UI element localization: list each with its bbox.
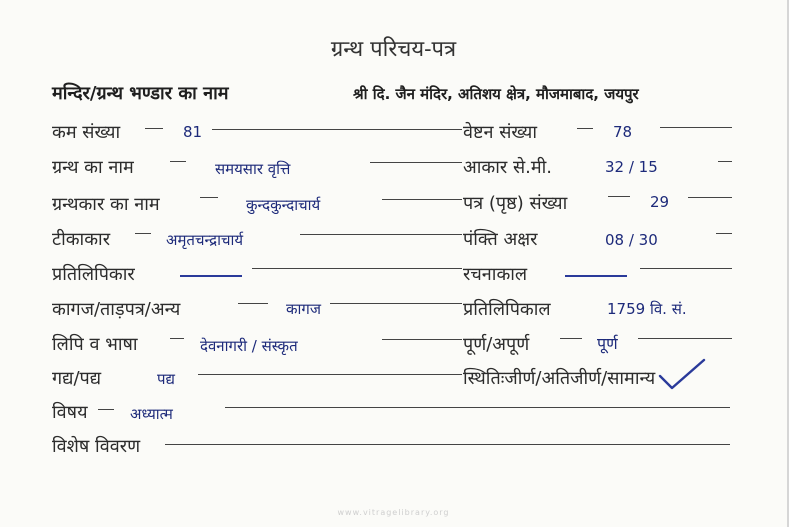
book-name-value: समयसार वृत्ति [215,160,291,178]
field-line [638,338,732,339]
prose-verse-value: पद्य [157,370,175,388]
card-title: ग्रन्थ परिचय-पत्र [330,37,457,62]
temple-value: श्री दि. जैन मंदिर, अतिशय क्षेत्र, मौजमाबाद, जयपुर [353,85,639,103]
field-line [165,444,730,445]
checkmark-icon [658,358,708,392]
leaves-count-label: पत्र (पृष्ठ) संख्या [463,193,568,214]
field-line [330,303,462,304]
field-line [718,161,732,162]
condition-label: स्थितिःजीर्ण/अतिजीर्ण/सामान्य [463,368,656,389]
completeness-label: पूर्ण/अपूर्ण [463,334,530,355]
field-line [212,129,462,130]
composition-period-label: रचनाकाल [463,264,528,285]
footer-watermark: www.vitragelibrary.org [337,508,450,517]
serial-number-value: 81 [183,123,203,141]
field-line [660,127,732,128]
material-value: कागज [286,300,321,318]
commentator-value: अमृतचन्द्राचार्य [166,231,244,249]
field-line [608,196,630,197]
field-line [640,268,732,269]
commentator-label: टीकाकार [52,229,111,250]
copyist-label: प्रतिलिपिकार [52,264,135,285]
field-line [170,161,186,162]
wrapper-number-value: 78 [613,123,633,141]
field-line [577,128,593,129]
size-value: 32 / 15 [605,158,658,176]
subject-label: विषय [52,402,88,423]
field-line [135,233,151,234]
field-line [145,128,163,129]
field-line [252,268,462,269]
serial-number-label: कम संख्या [52,122,121,143]
prose-verse-label: गद्य/पद्य [52,368,102,389]
blank-value-mark [180,275,242,277]
size-label: आकार से.मी. [463,157,553,178]
script-language-label: लिपि व भाषा [52,334,138,355]
field-line [382,339,462,340]
copy-period-label: प्रतिलिपिकाल [463,299,551,320]
field-line [225,407,730,408]
field-line [382,199,462,200]
field-line [716,233,732,234]
line-letters-label: पंक्ति अक्षर [463,229,538,250]
copy-period-value: 1759 वि. सं. [607,300,687,318]
completeness-value: पूर्ण [597,334,618,353]
special-details-label: विशेष विवरण [52,436,141,457]
material-label: कागज/ताड़पत्र/अन्य [52,299,181,320]
field-line [688,197,732,198]
leaves-count-value: 29 [650,193,670,211]
temple-label: मन्दिर/ग्रन्थ भण्डार का नाम [52,83,229,104]
field-line [98,409,114,410]
field-line [200,197,218,198]
script-language-value: देवनागरी / संस्कृत [200,337,298,355]
book-name-label: ग्रन्थ का नाम [52,157,134,178]
field-line [300,234,462,235]
author-value: कुन्दकुन्दाचार्य [246,196,321,214]
author-label: ग्रन्थकार का नाम [52,194,160,215]
subject-value: अध्यात्म [130,405,173,423]
field-line [170,338,184,339]
blank-value-mark [565,275,627,277]
field-line [198,374,462,375]
field-line [560,338,582,339]
field-line [370,162,462,163]
wrapper-number-label: वेष्टन संख्या [463,122,538,143]
field-line [238,303,268,304]
line-letters-value: 08 / 30 [605,231,658,249]
